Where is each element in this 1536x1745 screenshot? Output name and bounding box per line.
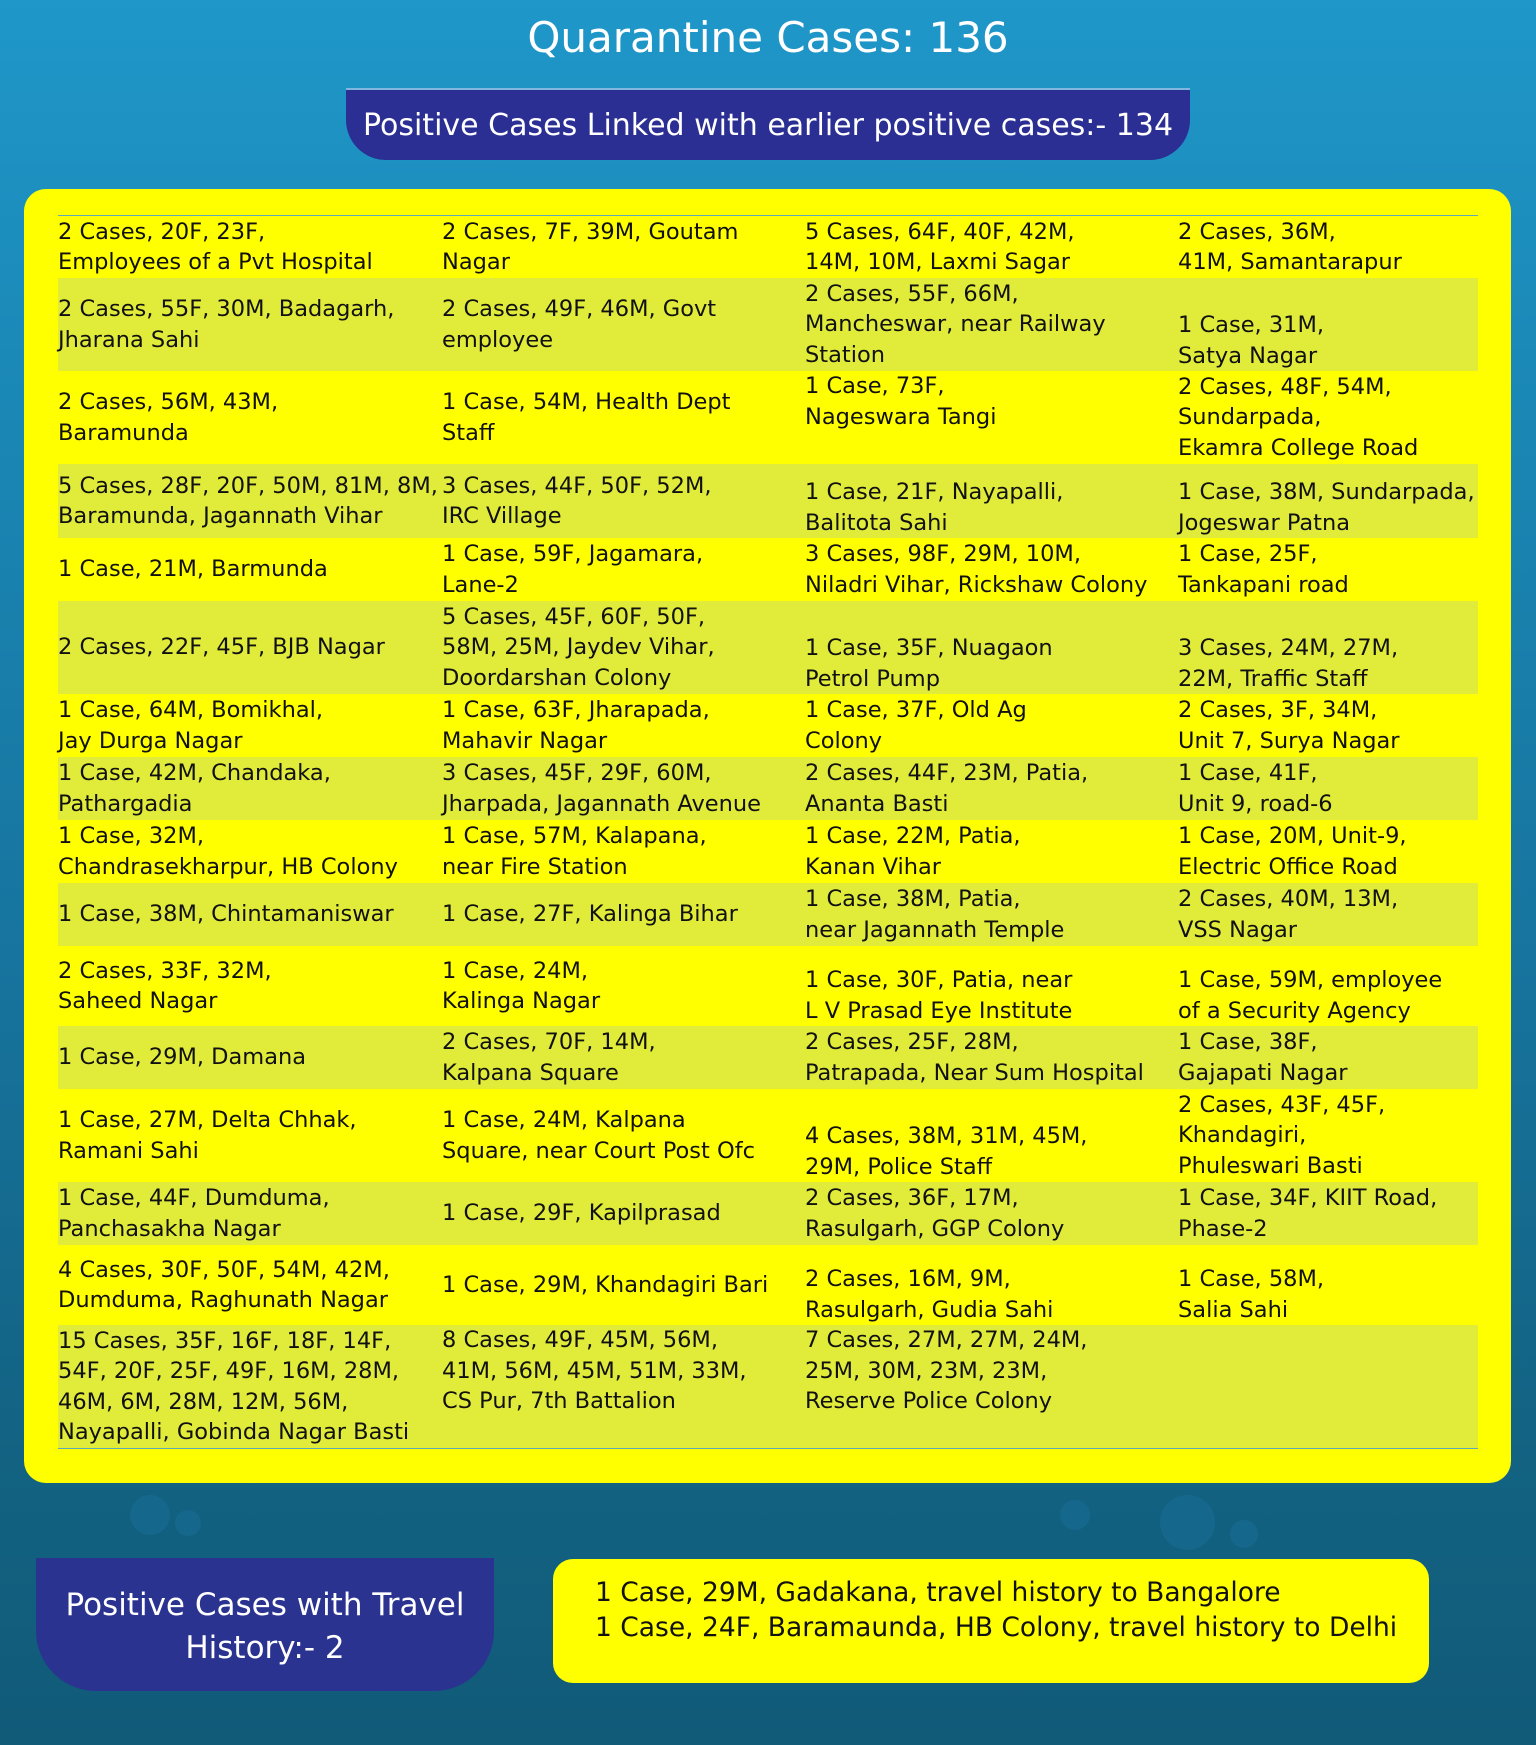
table-row — [58, 371, 1478, 464]
table-cell: 3 Cases, 24M, 27M, 22M, Traffic Staff — [1178, 635, 1399, 692]
table-cell: 1 Case, 38M, Chintamaniswar — [58, 901, 394, 928]
table-cell: 1 Case, 59F, Jagamara, Lane-2 — [442, 541, 704, 598]
table-cell: 1 Case, 27M, Delta Chhak, Ramani Sahi — [58, 1107, 357, 1164]
cases-table — [58, 215, 1478, 1449]
travel-case-line: 1 Case, 29M, Gadakana, travel history to Bangalore — [595, 1577, 1281, 1608]
table-row — [58, 694, 1478, 757]
table-cell: 2 Cases, 48F, 54M, Sundarpada, Ekamra College Road — [1178, 373, 1419, 461]
table-cell: 2 Cases, 40M, 13M, VSS Nagar — [1178, 886, 1399, 943]
table-cell: 4 Cases, 38M, 31M, 45M, 29M, Police Staff — [805, 1123, 1088, 1180]
table-cell: 1 Case, 38M, Sundarpada, Jogeswar Patna — [1178, 479, 1475, 536]
table-cell: 1 Case, 59M, employee of a Security Agency — [1178, 967, 1443, 1024]
table-cell: 1 Case, 21M, Barmunda — [58, 556, 328, 583]
background-blob — [1060, 1500, 1090, 1530]
table-row — [58, 1089, 1478, 1182]
table-cell: 1 Case, 25F, Tankapani road — [1178, 541, 1349, 598]
table-cell: 2 Cases, 25F, 28M, Patrapada, Near Sum Hospital — [805, 1029, 1144, 1086]
table-cell: 1 Case, 24M, Kalpana Square, near Court Post Ofc — [442, 1107, 756, 1164]
table-cell: 3 Cases, 98F, 29M, 10M, Niladri Vihar, Rickshaw Colony — [805, 541, 1148, 598]
table-cell: 1 Case, 30F, Patia, near L V Prasad Eye Institute — [805, 967, 1073, 1024]
table-cell: 1 Case, 37F, Old Ag Colony — [805, 697, 1027, 754]
table-cell: 15 Cases, 35F, 16F, 18F, 14F, 54F, 20F, 25F, 49F, 16M, 28M, 46M, 6M, 28M, 12M, 56M, Nayapalli, Gobinda Nagar Basti — [58, 1327, 410, 1445]
table-row — [58, 278, 1478, 371]
table-row — [58, 757, 1478, 820]
table-cell: 1 Case, 21F, Nayapalli, Balitota Sahi — [805, 479, 1064, 536]
table-cell: 1 Case, 27F, Kalinga Bihar — [442, 901, 738, 928]
table-cell: 2 Cases, 56M, 43M, Baramunda — [58, 389, 279, 446]
table-cell: 1 Case, 58M, Salia Sahi — [1178, 1266, 1325, 1323]
table-cell: 1 Case, 38F, Gajapati Nagar — [1178, 1029, 1348, 1086]
table-cell: 1 Case, 29M, Khandagiri Bari — [442, 1271, 769, 1298]
table-cell: 1 Case, 57M, Kalapana, near Fire Station — [442, 823, 707, 880]
table-cell: 8 Cases, 49F, 45M, 56M, 41M, 56M, 45M, 51M, 33M, CS Pur, 7th Battalion — [442, 1327, 747, 1414]
table-cell: 4 Cases, 30F, 50F, 54M, 42M, Dumduma, Raghunath Nagar — [58, 1256, 390, 1313]
table-cell: 2 Cases, 16M, 9M, Rasulgarh, Gudia Sahi — [805, 1266, 1054, 1323]
table-row — [58, 216, 1478, 278]
table-cell: 2 Cases, 36M, 41M, Samantarapur — [1178, 218, 1402, 275]
table-cell: 2 Cases, 33F, 32M, Saheed Nagar — [58, 957, 272, 1014]
table-cell: 1 Case, 24M, Kalinga Nagar — [442, 957, 601, 1014]
table-cell: 1 Case, 20M, Unit-9, Electric Office Road — [1178, 823, 1407, 880]
background-blob — [130, 1495, 170, 1535]
table-row — [58, 538, 1478, 601]
table-cell: 3 Cases, 45F, 29F, 60M, Jharpada, Jagannath Avenue — [442, 760, 762, 817]
table-cell: 2 Cases, 44F, 23M, Patia, Ananta Basti — [805, 760, 1089, 817]
table-cell: 1 Case, 32M, Chandrasekharpur, HB Colony — [58, 823, 398, 880]
table-cell: 2 Cases, 20F, 23F, Employees of a Pvt Hospital — [58, 218, 373, 275]
table-cell: 5 Cases, 64F, 40F, 42M, 14M, 10M, Laxmi Sagar — [805, 218, 1075, 275]
table-row — [58, 883, 1478, 946]
table-cell: 2 Cases, 3F, 34M, Unit 7, Surya Nagar — [1178, 697, 1400, 754]
table-row — [58, 820, 1478, 883]
background-blob — [1160, 1495, 1215, 1550]
table-cell: 2 Cases, 49F, 46M, Govt employee — [442, 296, 717, 353]
table-row — [58, 1325, 1478, 1448]
linked-cases-banner — [346, 88, 1190, 160]
table-cell: 2 Cases, 36F, 17M, Rasulgarh, GGP Colony — [805, 1185, 1065, 1242]
table-cell: 1 Case, 29F, Kapilprasad — [442, 1200, 721, 1227]
table-cell: 5 Cases, 45F, 60F, 50F, 58M, 25M, Jaydev Vihar, Doordarshan Colony — [442, 603, 715, 691]
table-cell: 1 Case, 64M, Bomikhal, Jay Durga Nagar — [58, 697, 324, 754]
table-cell: 7 Cases, 27M, 27M, 24M, 25M, 30M, 23M, 23M, Reserve Police Colony — [805, 1327, 1088, 1414]
table-row — [58, 946, 1478, 1026]
table-cell: 2 Cases, 43F, 45F, Khandagiri, Phuleswari Basti — [1178, 1091, 1386, 1179]
table-row — [58, 1182, 1478, 1245]
table-cell: 1 Case, 31M, Satya Nagar — [1178, 312, 1325, 369]
background-blob — [175, 1510, 201, 1536]
table-row — [58, 1245, 1478, 1325]
table-cell: 1 Case, 44F, Dumduma, Panchasakha Nagar — [58, 1185, 330, 1242]
table-cell: 1 Case, 73F, Nageswara Tangi — [805, 373, 997, 430]
cases-panel — [24, 189, 1511, 1483]
travel-case-line: 1 Case, 24F, Baramaunda, HB Colony, travel history to Delhi — [595, 1612, 1398, 1643]
table-cell: 2 Cases, 22F, 45F, BJB Nagar — [58, 634, 385, 661]
table-cell: 1 Case, 54M, Health Dept Staff — [442, 389, 731, 446]
table-cell: 2 Cases, 55F, 30M, Badagarh, Jharana Sahi — [58, 296, 395, 353]
background-blob — [1230, 1520, 1258, 1548]
page-title: Quarantine Cases: 136 — [527, 13, 1009, 62]
table-cell: 1 Case, 42M, Chandaka, Pathargadia — [58, 760, 331, 817]
table-cell: 1 Case, 63F, Jharapada, Mahavir Nagar — [442, 697, 710, 754]
linked-cases-label: Positive Cases Linked with earlier positive cases:- 134 — [362, 107, 1174, 143]
table-row — [58, 464, 1478, 538]
table-cell: 1 Case, 35F, Nuagaon Petrol Pump — [805, 635, 1053, 692]
table-cell: 1 Case, 38M, Patia, near Jagannath Temple — [805, 886, 1065, 943]
travel-history-banner: Positive Cases with Travel History:- 2 — [36, 1558, 494, 1691]
table-cell: 2 Cases, 7F, 39M, Goutam Nagar — [442, 218, 739, 275]
table-cell: 5 Cases, 28F, 20F, 50M, 81M, 8M, Baramunda, Jagannath Vihar — [58, 472, 438, 529]
table-cell: 1 Case, 22M, Patia, Kanan Vihar — [805, 823, 1021, 880]
travel-history-box — [553, 1559, 1429, 1683]
table-cell: 2 Cases, 55F, 66M, Mancheswar, near Railway Station — [805, 280, 1106, 368]
table-cell: 1 Case, 41F, Unit 9, road-6 — [1178, 760, 1333, 817]
table-cell: 1 Case, 29M, Damana — [58, 1044, 307, 1071]
table-cell: 3 Cases, 44F, 50F, 52M, IRC Village — [442, 472, 712, 529]
table-row — [58, 1026, 1478, 1089]
table-row — [58, 601, 1478, 694]
table-cell: 2 Cases, 70F, 14M, Kalpana Square — [442, 1029, 656, 1086]
table-cell: 1 Case, 34F, KIIT Road, Phase-2 — [1178, 1185, 1438, 1242]
